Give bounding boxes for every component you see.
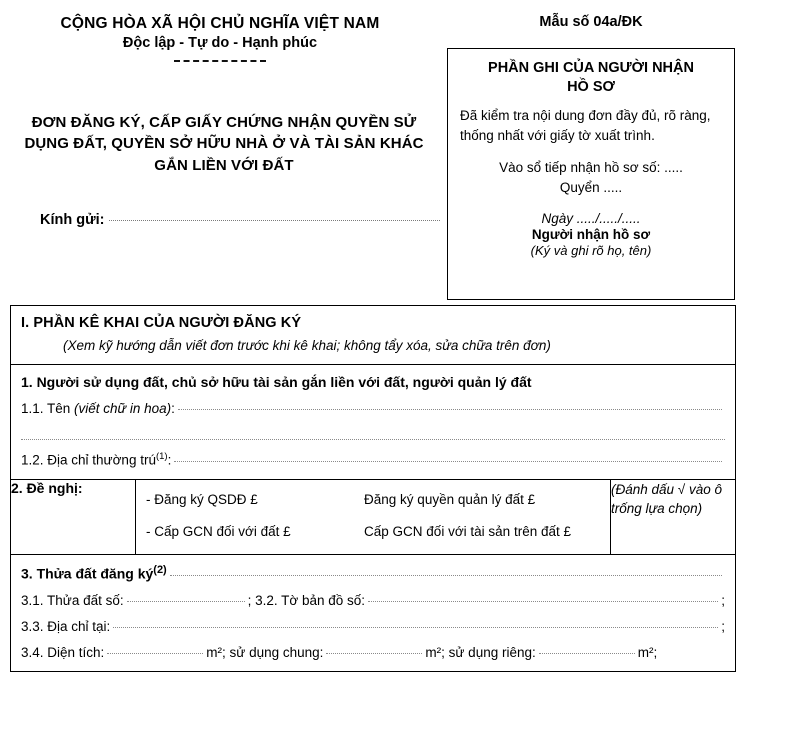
field-parcel-address-row	[21, 619, 725, 634]
receiver-signer-title: Người nhận hồ sơ	[531, 227, 651, 243]
receiver-box-title	[460, 59, 722, 97]
recipient-line	[40, 212, 440, 228]
item-2-column-a	[136, 480, 354, 555]
field-area-private-unit: m²;	[637, 644, 658, 660]
option-issue-cert-land[interactable]: - Cấp GCN đối với đất £	[146, 523, 291, 539]
field-name-label	[21, 401, 175, 416]
field-name-input[interactable]	[178, 409, 722, 410]
field-area-private-input[interactable]	[539, 653, 635, 654]
field-area-total-input[interactable]	[107, 653, 203, 654]
intake-number-line[interactable]: Vào sổ tiếp nhận hồ sơ số: .....	[499, 159, 683, 175]
field-area-private-label: m²; sử dụng riêng:	[425, 644, 536, 660]
field-parcel-address-label: 3.3. Địa chỉ tại:	[21, 618, 111, 634]
recipient-input[interactable]	[109, 220, 440, 221]
field-parcel-number-row	[21, 593, 725, 608]
receiver-notes-box	[447, 48, 735, 300]
field-name-input-overflow[interactable]	[21, 426, 725, 440]
section-1-heading: I. PHẦN KÊ KHAI CỦA NGƯỜI ĐĂNG KÝ	[21, 315, 302, 331]
field-address-label	[21, 451, 171, 468]
item-3-heading-row	[21, 564, 725, 582]
option-register-land-management[interactable]: Đăng ký quyền quản lý đất £	[364, 491, 536, 507]
national-motto: Độc lập - Tự do - Hạnh phúc	[122, 35, 318, 52]
field-map-sheet-tail: ;	[721, 592, 726, 608]
item-3-heading-text: 3. Thửa đất đăng ký	[21, 565, 154, 582]
form-code: Mẫu số 04a/ĐK	[539, 14, 643, 30]
dashed-separator	[174, 60, 266, 62]
footnote-marker-1: (1)	[155, 451, 168, 462]
page-title: ĐƠN ĐĂNG KÝ, CẤP GIẤY CHỨNG NHẬN QUYỀN SỬ DỤNG ĐẤT, QUYỀN SỞ HỮU NHÀ Ở VÀ TÀI SẢN KHÁC GẮN LIỀN VỚI ĐẤT	[24, 114, 424, 174]
field-parcel-address-input[interactable]	[113, 627, 718, 628]
receiver-box-title-line2: HỒ SƠ	[567, 78, 615, 95]
field-address-colon: :	[167, 452, 172, 468]
field-parcel-address-tail: ;	[721, 618, 726, 634]
field-address-input[interactable]	[174, 461, 722, 462]
item-2-note-cell	[611, 479, 736, 555]
item-2-note: (Đánh dấu √ vào ô trống lựa chọn)	[611, 481, 722, 517]
item-1-row	[11, 365, 736, 480]
field-area-row	[21, 645, 725, 660]
field-address-row	[21, 451, 725, 468]
option-register-lur[interactable]: - Đăng ký QSDĐ £	[146, 491, 258, 507]
receiver-signer-note: (Ký và ghi rõ họ, tên)	[530, 243, 652, 259]
section-heading-row	[11, 306, 736, 365]
volume-line[interactable]: Quyển .....	[559, 179, 623, 195]
field-parcel-number-input[interactable]	[127, 601, 245, 602]
item-2-label-cell	[11, 479, 136, 555]
header-zone	[0, 0, 800, 300]
field-name-row	[21, 401, 725, 416]
item-3-heading	[21, 564, 167, 582]
item-3-heading-input[interactable]	[170, 575, 722, 576]
field-address-label-text: 1.2. Địa chỉ thường trú	[21, 452, 156, 468]
field-map-sheet-label: ; 3.2. Tờ bản đồ số:	[247, 592, 366, 608]
field-name-label-text: 1.1. Tên	[21, 401, 75, 416]
item-1-heading: 1. Người sử dụng đất, chủ sở hữu tài sản gắn liền với đất, người quản lý đất	[21, 374, 532, 390]
national-heading	[10, 14, 430, 62]
section-1-block	[11, 306, 735, 364]
declaration-table	[10, 305, 736, 672]
item-2-row	[11, 479, 736, 555]
field-parcel-number-label: 3.1. Thửa đất số:	[21, 592, 124, 608]
option-issue-cert-assets[interactable]: Cấp GCN đối với tài sản trên đất £	[364, 523, 571, 539]
item-2-label: 2. Đề nghị:	[11, 479, 83, 496]
receiver-box-body: Đã kiểm tra nội dung đơn đầy đủ, rõ ràng, thống nhất với giấy tờ xuất trình.	[460, 107, 711, 143]
item-3-block	[11, 555, 735, 671]
receipt-date-line[interactable]: Ngày ...../...../.....	[541, 211, 641, 227]
field-name-colon: :	[171, 401, 175, 416]
field-area-shared-label: m²; sử dụng chung:	[206, 644, 324, 660]
item-1-block	[11, 365, 735, 479]
receiver-box-title-line1: PHẦN GHI CỦA NGƯỜI NHẬN	[488, 60, 694, 76]
field-map-sheet-input[interactable]	[368, 601, 718, 602]
recipient-label: Kính gửi:	[40, 212, 105, 228]
footnote-marker-2: (2)	[153, 564, 167, 576]
item-3-row	[11, 555, 736, 672]
field-area-shared-input[interactable]	[326, 653, 422, 654]
field-name-hint: (viết chữ in hoa)	[74, 401, 172, 416]
field-area-label: 3.4. Diện tích:	[21, 644, 105, 660]
national-title: CỘNG HÒA XÃ HỘI CHỦ NGHĨA VIỆT NAM	[60, 15, 380, 32]
item-2-options-cell	[136, 479, 611, 555]
item-2-column-b	[354, 480, 610, 555]
section-1-subheading: (Xem kỹ hướng dẫn viết đơn trước khi kê khai; không tẩy xóa, sửa chữa trên đơn)	[63, 338, 551, 353]
